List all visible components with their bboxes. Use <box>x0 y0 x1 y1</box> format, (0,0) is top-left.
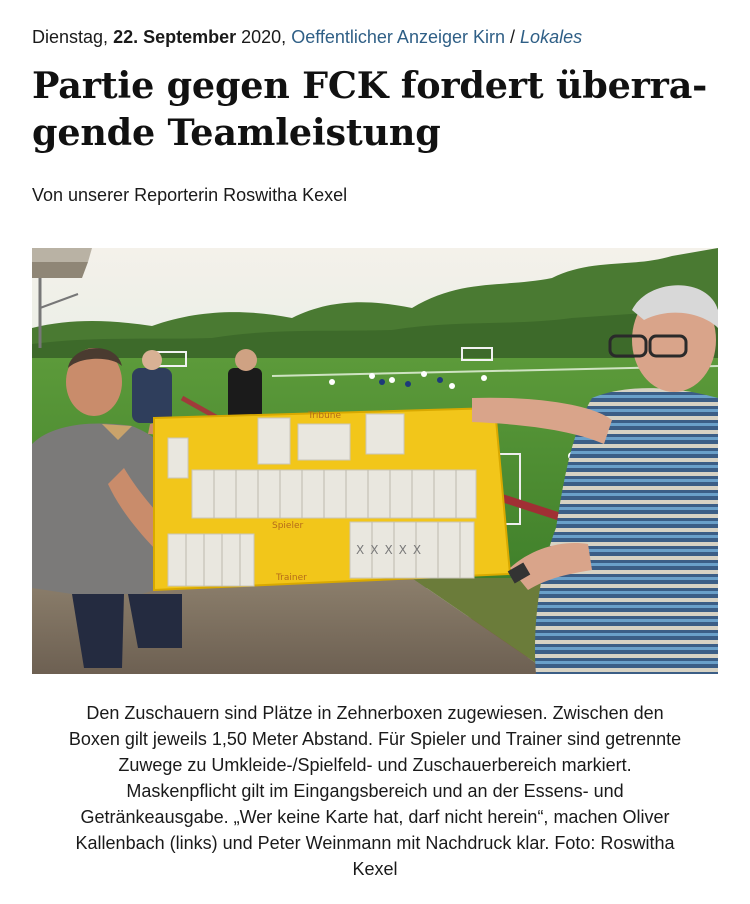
year: 2020, <box>241 27 287 47</box>
source-link[interactable]: Oeffentlicher Anzeiger Kirn <box>291 27 505 47</box>
separator: / <box>510 27 516 47</box>
headline-line-2: gende Teamleistung <box>32 111 441 154</box>
caption-line-1: Den Zuschauern sind Plätze in Zehnerboxen zugewiesen. Zwischen den <box>86 703 664 723</box>
board-marks: XXXXX <box>356 543 428 557</box>
section-link[interactable]: Lokales <box>520 27 583 47</box>
caption-line-7: Kexel <box>352 859 398 879</box>
caption-line-4: Maskenpflicht gilt im Eingangsbereich und an der Essens- und <box>126 781 624 801</box>
dateline <box>32 26 582 48</box>
headline <box>32 62 722 156</box>
weekday: Dienstag, <box>32 27 109 47</box>
date: 22. September <box>113 27 237 47</box>
caption-line-3: Zuwege zu Umkleide-/Spielfeld- und Zuschauerbereich markiert. <box>118 755 632 775</box>
photo-caption <box>32 700 718 882</box>
article-photo <box>32 248 718 674</box>
board-label-middle: Spieler <box>272 521 304 531</box>
headline-line-1: Partie gegen FCK fordert überra- <box>32 64 708 107</box>
board-label-top: Tribüne <box>308 411 342 421</box>
caption-line-2: Boxen gilt jeweils 1,50 Meter Abstand. Für Spieler und Trainer sind getrennte <box>68 729 682 749</box>
board-label-bottom: Trainer <box>276 573 307 583</box>
byline: Von unserer Reporterin Roswitha Kexel <box>32 185 348 205</box>
caption-line-5: Getränkeausgabe. „Wer keine Karte hat, darf nicht herein“, machen Oliver <box>80 807 670 827</box>
caption-line-6: Kallenbach (links) und Peter Weinmann mit Nachdruck klar. Foto: Roswitha <box>75 833 675 853</box>
